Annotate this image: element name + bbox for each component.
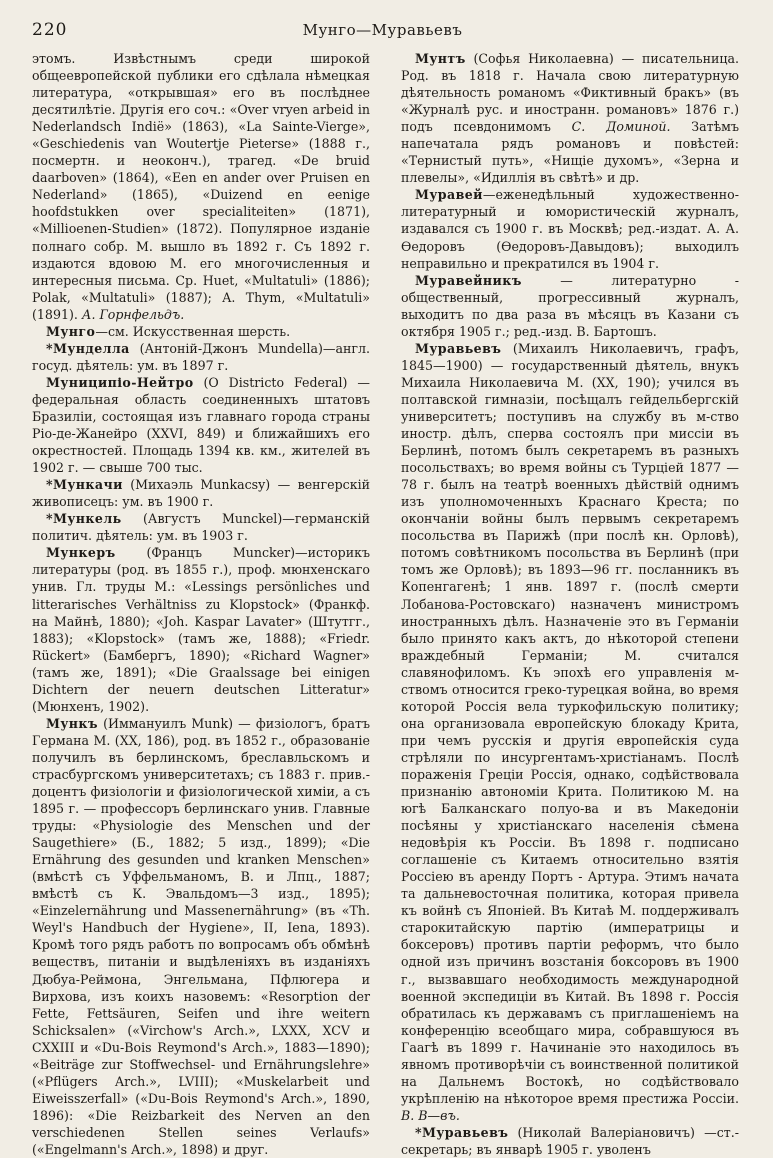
article-entry — [401, 186, 739, 271]
article-entry — [401, 50, 739, 186]
right-column — [401, 50, 739, 1158]
article-entry — [32, 544, 370, 714]
article-entry — [32, 340, 370, 374]
entry-text: (Николай Валеріановичъ) —ст.-секретарь; въ январѣ 1905 г. уволенъ — [401, 1124, 739, 1157]
article-entry — [32, 50, 370, 323]
entry-text: —еженедѣльный художественно-литературный и юмористическій журналъ, издавался съ 1900 г. въ Москвѣ; ред.-издат. А. А. Ѳедоровъ (Ѳедоровъ-Давыдовъ); выходилъ неправильно и прекратился въ 1904 г. — [401, 187, 739, 271]
article-entry — [401, 340, 739, 1124]
page-number: 220 — [32, 20, 68, 40]
entry-text: (Августъ Munckel)—германскій политич. дѣятель: ум. въ 1903 г. — [32, 511, 370, 544]
article-entry — [32, 510, 370, 544]
entry-headword: *Мунделла — [46, 340, 130, 356]
entry-headword: Мункеръ — [46, 545, 116, 561]
entry-text: —см. Искусственная шерсть. — [95, 323, 291, 339]
entry-text: (Иммануилъ Munk) — физіологъ, братъ Германа М. (XX, 186), род. въ 1852 г., образованіе получилъ въ берлинскомъ, бреславльскомъ и страсбургскомъ университетахъ; съ 1883 г. прив.-доцентъ физіологіи и физіологической химіи, а съ 1895 г. — профессоръ берлинскаго унив. Главные труды: «Physiologie des Menschen und der Saugethiere» (Б., 1882; 5 изд., 1899); «Die Ernährung des gesunden und kranken Menschen» (вмѣстѣ съ Уффельманомъ, В. и Лпц., 1887; вмѣстѣ съ К. Эвальдомъ—3 изд., 1895); «Einzelernährung und Massenernährung» (въ «Th. Weyl's Handbuch der Hygiene», II, Iena, 1893). Кромѣ того рядъ работъ по вопросамъ объ обмѣнѣ веществъ, питаніи и выдѣленіяхъ въ изданіяхъ Дюбуа-Реймона, Энгельмана, Пфлюгера и Вирхова, изъ коихъ назовемъ: «Resorption der Fette, Fettsäuren, Seifen und ihre weitern Schicksalen» («Virchow's Arch.», LXXX, XCV и CXXIII и «Du-Bois Reymond's Arch.», 1883—1890); «Beiträge zur Stoffwechsel- und Ernährungslehre» («Pflügers Arch.», LVIII); «Muskelarbeit und Eiweisszerfall» («Du-Bois Reymond's Arch.», 1890, 1896): «Die Reizbarkeit des Nerven an den verschiedenen Stellen seines Verlaufs» («Engelmann's Arch.», 1898) и друг. — [32, 715, 370, 1157]
entry-headword: Муравьевъ — [415, 340, 502, 356]
article-entry — [32, 374, 370, 476]
entry-text: (Францъ Muncker)—историкъ литературы (род. въ 1855 г.), проф. мюнхенскаго унив. Гл. труды М.: «Lessings persönliches und litterarisches Verhältniss zu Klopstock» (Франкф. на Майнѣ, 1880); «Joh. Kaspar Lavater» (Штутгг., 1883); «Klopstock» (тамъ же, 1888); «Friedr. Rückert» (Бамбергъ, 1890); «Richard Wagner» (тамъ же, 1891); «Die Graalssage bei einigen Dichtern der neuern deutschen Litteratur» (Мюнхенъ, 1902). — [32, 545, 370, 714]
article-entry — [401, 272, 739, 340]
article-entry — [32, 323, 370, 340]
pseudonym: С. Доминой. — [571, 119, 671, 135]
entry-headword: Мунго — [46, 323, 96, 339]
entry-text: (Михаэль Munkacsy) — венгерскій живописецъ: ум. въ 1900 г. — [32, 477, 370, 510]
entry-headword: Муравейникъ — [415, 272, 522, 288]
entry-text: — литературно - общественный, прогрессивный журналъ, выходитъ по два раза въ мѣсяцъ въ Казани съ октября 1905 г.; ред.-изд. В. Бартошъ. — [401, 272, 739, 339]
entry-text: (Антоній-Джонъ Mundella)—англ. госуд. дѣятель: ум. въ 1897 г. — [32, 340, 370, 373]
article-entry — [401, 1124, 739, 1158]
entry-text-continued: Затѣмъ напечатала рядъ романовъ и повѣстей: «Тернистый путь», «Нищіе духомъ», «Зерна и плевелы», «Идиллія въ свѣтѣ» и др. — [401, 119, 739, 186]
entry-headword: Муравей — [415, 187, 483, 203]
article-entry — [32, 715, 370, 1158]
entry-headword: *Муравьевъ — [415, 1124, 509, 1140]
entry-headword: *Мункель — [46, 511, 122, 527]
running-title: Мунго—Муравьевъ — [302, 21, 463, 39]
entry-headword: Мункъ — [46, 715, 98, 731]
entry-text: (O Districto Federal) — федеральная область соединенныхъ штатовъ Бразиліи, состоящая изъ главнаго города страны Ріо-де-Жанейро (XXVI, 849) и ближайшихъ его окрестностей. Площадь 1394 кв. км., жителей въ 1902 г. — свыше 700 тыс. — [32, 374, 370, 476]
entry-headword: Мунтъ — [415, 51, 466, 66]
author-signature: В. В—въ. — [401, 1107, 460, 1123]
page-header — [32, 18, 733, 44]
entry-text: (Михаилъ Николаевичъ, графъ, 1845—1900) — государственный дѣятель, внукъ Михаила Николаевича М. (XX, 190); учился въ полтавской гимназіи, посѣщалъ гейдельбергскій университетъ; поступивъ на службу въ м-ство иностр. дѣлъ, сперва состоялъ при миссіи въ Берлинѣ, потомъ былъ секретаремъ въ разныхъ посольствахъ; во время войны съ Турціей 1877 — 78 г. былъ на театрѣ военныхъ дѣйствій однимъ изъ уполномоченныхъ Краснаго Креста; по окончаніи войны былъ первымъ секретаремъ посольства въ Парижѣ (при послѣ кн. Орловѣ), потомъ совѣтникомъ посольства въ Берлинѣ (при томъ же Орловѣ); въ 1893—96 гг. посланникъ въ Копенгагенѣ; 1 янв. 1897 г. (послѣ смерти Лобанова-Ростовскаго) назначенъ министромъ иностранныхъ дѣлъ. Назначеніе это въ Германіи было принято какъ актъ, до нѣкоторой степени враждебный Германіи; М. считался славянофиломъ. Къ эпохѣ его управленія м-ствомъ относится греко-турецкая война, во время которой Россія вела туркофильскую политику; она организовала европейскую блокаду Крита, при чемъ русскія и другія европейскія суда стрѣляли по инсургентамъ-христіанамъ. Послѣ пораженія Греціи Россія, однако, содѣйствовала признанію автономіи Крита. Политикою М. на югѣ Балканскаго полуо-ва и въ Македоніи посѣяны у христіанскаго населенія сѣмена недовѣрія къ Россіи. Въ 1898 г. подписано соглашеніе съ Китаемъ относительно взятія Россіею въ аренду Портъ - Артура. Этимъ начата та дальневосточная политика, которая привела къ войнѣ съ Японіей. Въ Китаѣ М. поддерживалъ старокитайскую партію (императрицы и боксеровъ) противъ партіи реформъ, что было одной изъ причинъ возстанія боксоровъ въ 1900 г., вызвавшаго необходимость международной военной экспедиціи въ Китай. Въ 1898 г. Россія обратилась къ державамъ съ приглашеніемъ на конференцію всеобщаго мира, собравшуюся въ Гаагѣ въ 1899 г. Начинаніе это находилось въ явномъ противорѣчіи съ воинственной политикой на Дальнемъ Востокѣ, но содѣйствовало укрѣпленію на нѣкоторое время престижа Россіи. — [401, 340, 739, 1106]
entry-text: (Софья Николаевна) — писательница. Род. въ 1818 г. Начала свою литературную дѣятельность романомъ «Фиктивный бракъ» (въ «Журналѣ рус. и иностранн. романовъ» 1876 г.) подъ псевдонимомъ — [401, 51, 739, 135]
author-signature: А. Горнфельдъ. — [81, 306, 185, 322]
article-entry — [32, 476, 370, 510]
left-column — [32, 50, 370, 1158]
entry-headword: *Мункачи — [46, 477, 123, 493]
entry-text: этомъ. Извѣстнымъ среди широкой общеевропейской публики его сдѣлала нѣмецкая литература, «открывшая» его въ послѣднее десятилѣтіе. Другія его соч.: «Over vryen arbeid in Nederlandsch Indië» (1863), «La Sainte-Vierge», «Geschiedenis van Woutertje Pieterse» (1888 г., посмертн. и неоконч.), трагед. «De bruid daarboven» (1864), «Een en ander over Pruisen en Nederland» (1865), «Duizend en eenige hoofdstukken over specialiteiten» (1871), «Millioenen-Studien» (1872). Популярное изданіе полнаго собр. М. вышло въ 1892 г. Съ 1892 г. издаются вдовою М. его многочисленныя и интересныя письма. Ср. Huet, «Multatuli» (1886); Polak, «Multatuli» (1887); A. Thym, «Multatuli» (1891). — [32, 51, 370, 322]
entry-headword: Муниципіо-Нейтро — [46, 374, 194, 390]
